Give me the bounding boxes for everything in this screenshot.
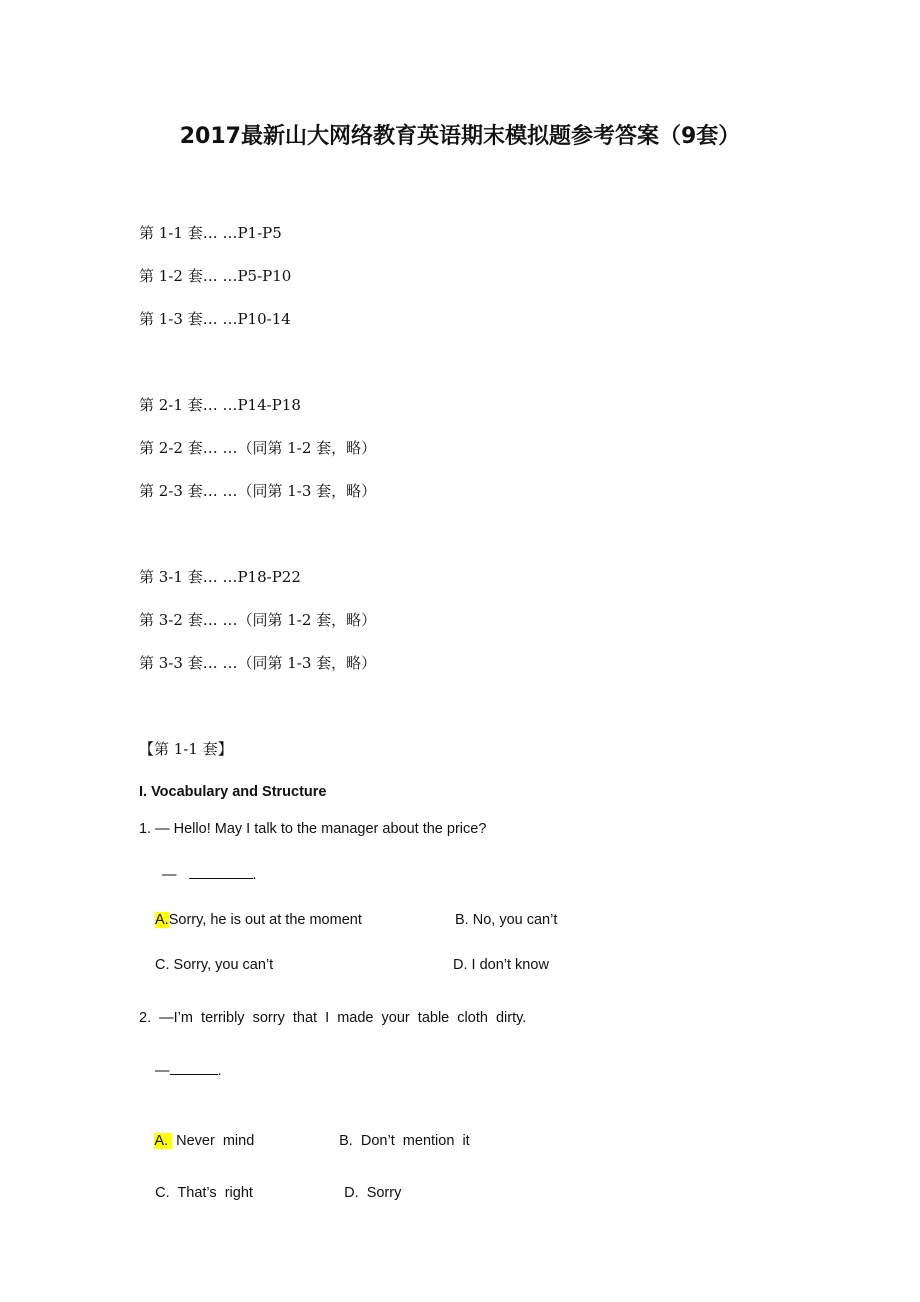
reply-dash: — xyxy=(155,1063,170,1079)
option-text: Sorry, you can’t xyxy=(173,957,274,973)
toc-entry: 第 3-1 套… …P18-P22 xyxy=(139,568,301,586)
option-text: Never mind xyxy=(176,1133,255,1149)
option-text: I don’t know xyxy=(471,957,549,973)
toc-entry: 第 1-1 套… …P1-P5 xyxy=(139,224,282,242)
toc-entry: 第 3-3 套… …（同第 1-3 套，略） xyxy=(139,654,377,672)
question-2-option-a xyxy=(139,1111,254,1171)
reply-dash: — xyxy=(162,867,177,883)
reply-period: . xyxy=(252,867,257,883)
toc-entry: 第 2-2 套… …（同第 1-2 套，略） xyxy=(139,439,377,457)
reply-period: . xyxy=(217,1063,222,1079)
option-text: Don’t mention it xyxy=(360,1133,470,1149)
question-2-option-b xyxy=(323,1111,470,1171)
question-1-option-d xyxy=(453,955,549,975)
option-letter: C. xyxy=(155,957,170,973)
option-letter: A. xyxy=(155,912,169,928)
question-2-stem: 2. —I’m terribly sorry that I made your table cloth dirty. xyxy=(139,1010,527,1026)
toc-entry: 第 3-2 套… …（同第 1-2 套，略） xyxy=(139,611,377,629)
question-2-reply xyxy=(155,1060,222,1081)
section-heading: 【第 1-1 套】 xyxy=(139,740,233,758)
option-text: That’s right xyxy=(177,1185,253,1201)
question-1-stem: 1. — Hello! May I talk to the manager about the price? xyxy=(139,821,487,837)
toc-entry: 第 2-3 套… …（同第 1-3 套，略） xyxy=(139,482,377,500)
option-letter: D. xyxy=(344,1185,359,1201)
question-1-option-a xyxy=(155,910,362,930)
answer-blank xyxy=(189,864,253,879)
option-letter: D. xyxy=(453,957,468,973)
option-text: Sorry, he is out at the moment xyxy=(168,912,362,928)
option-text: Sorry xyxy=(366,1185,402,1201)
option-letter: B. xyxy=(455,912,469,928)
toc-entry: 第 2-1 套… …P14-P18 xyxy=(139,396,301,414)
option-letter: B. xyxy=(339,1133,353,1149)
question-1-reply xyxy=(162,864,257,885)
option-text: No, you can’t xyxy=(472,912,558,928)
part-heading: I. Vocabulary and Structure xyxy=(139,784,327,800)
question-1-option-c xyxy=(155,955,273,975)
toc-entry: 第 1-2 套… …P5-P10 xyxy=(139,267,292,285)
answer-blank xyxy=(170,1060,218,1075)
question-2-option-c xyxy=(139,1163,253,1223)
option-letter: A. xyxy=(154,1133,169,1149)
toc-entry: 第 1-3 套… …P10-14 xyxy=(139,310,291,328)
option-letter: C. xyxy=(155,1185,170,1201)
question-2-option-d xyxy=(328,1163,401,1223)
document-title: 2017最新山大网络教育英语期末模拟题参考答案（9套） xyxy=(179,124,741,149)
question-1-option-b xyxy=(455,910,557,930)
